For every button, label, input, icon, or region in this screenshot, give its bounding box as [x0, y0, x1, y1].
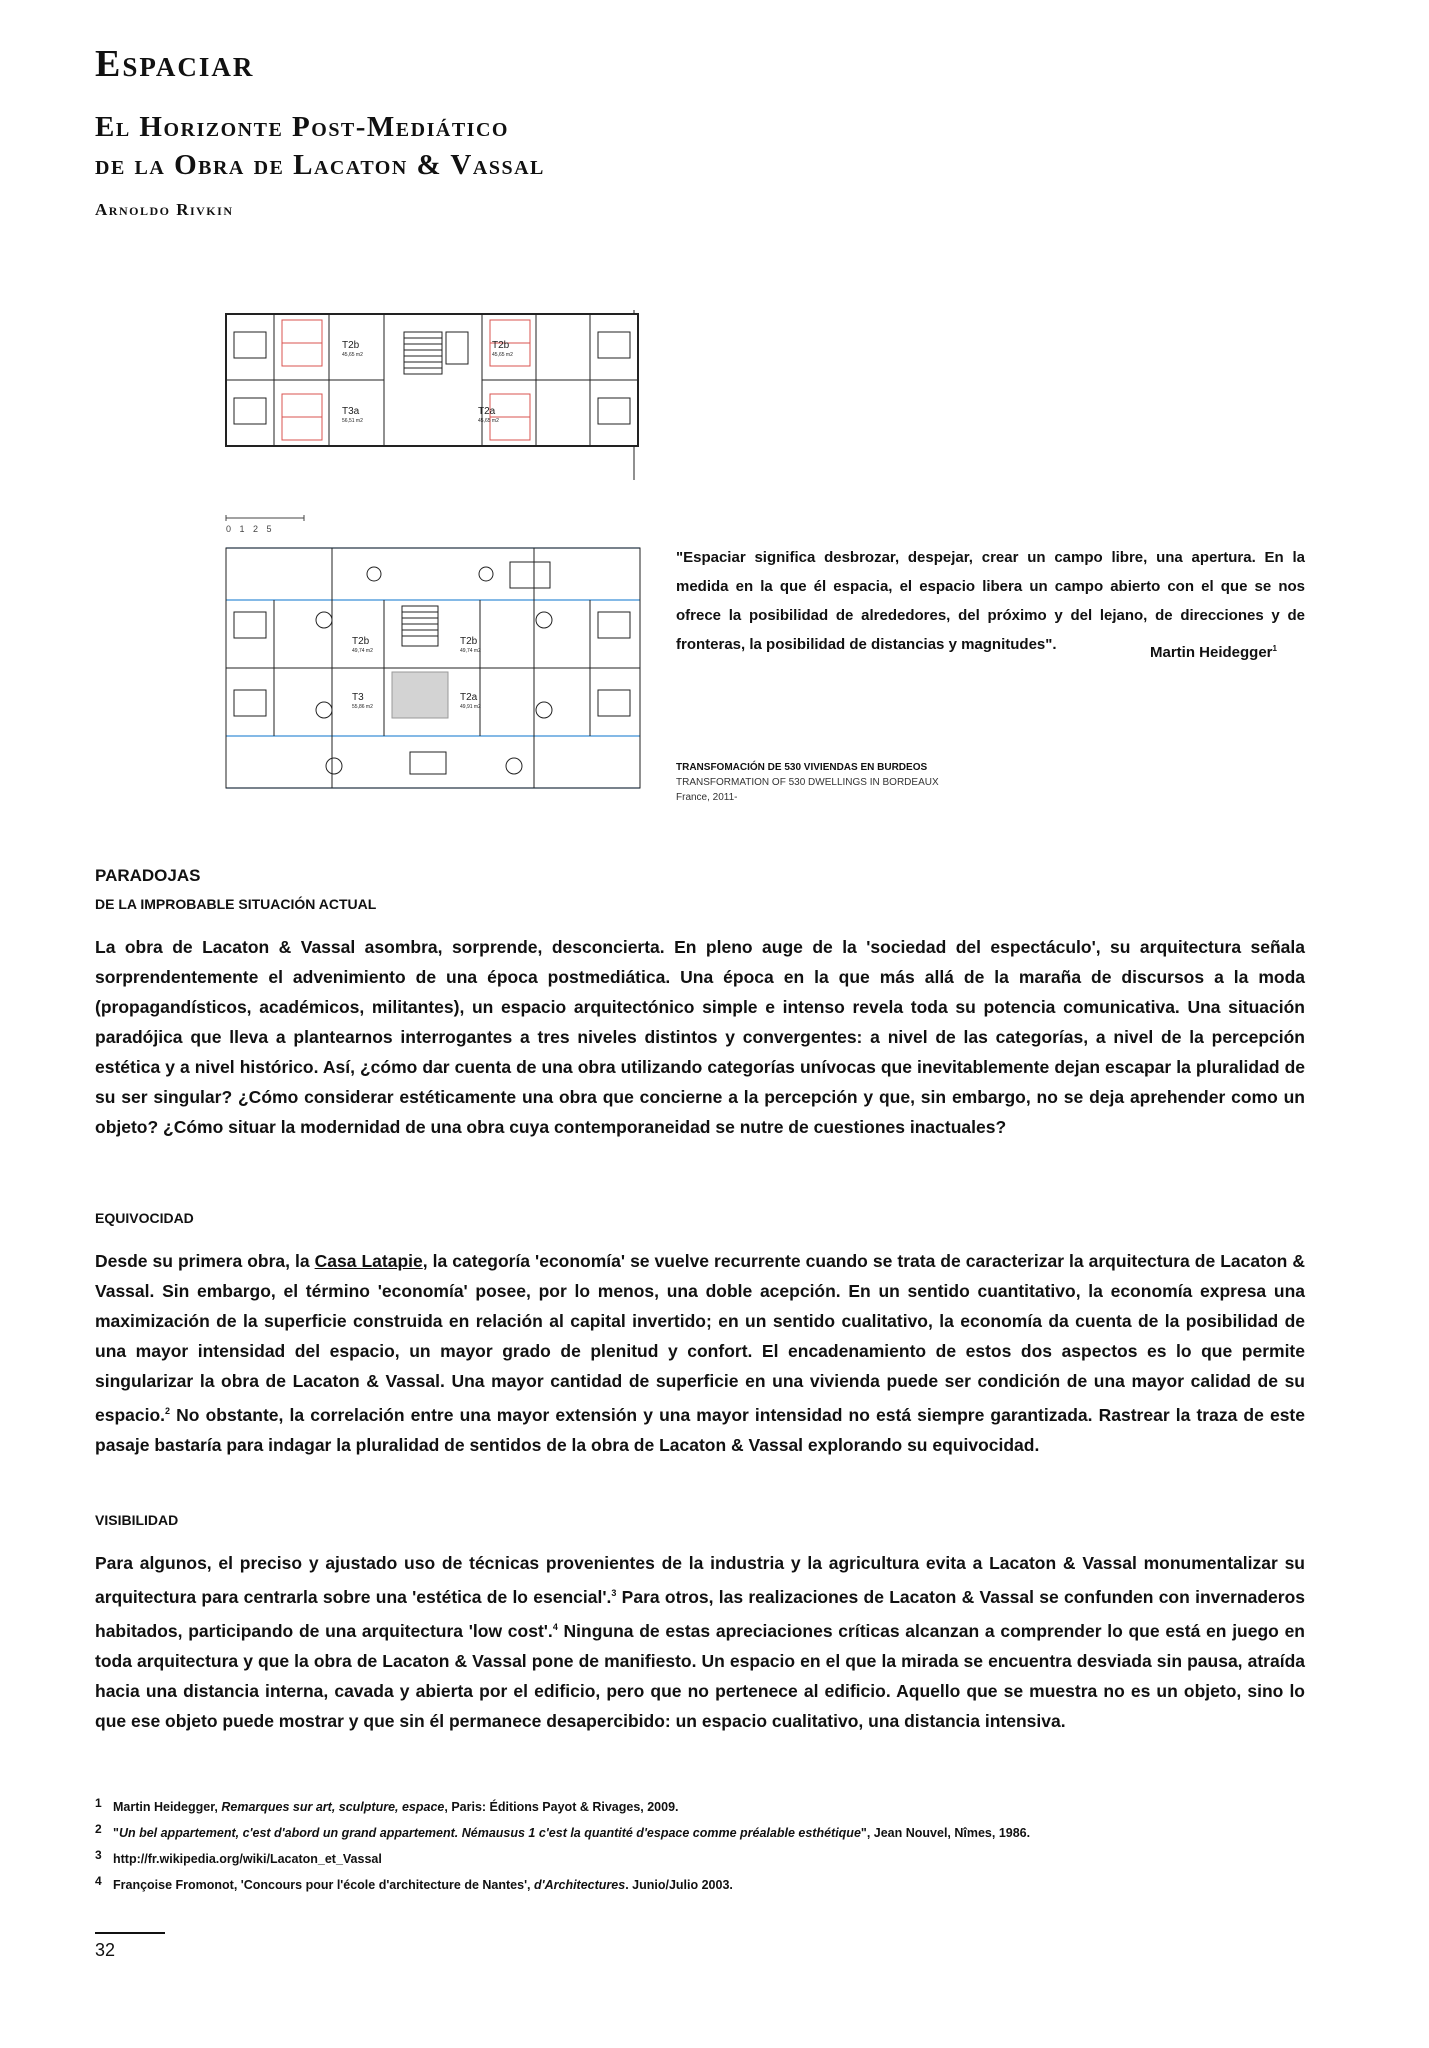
- footnote-text: [113, 1826, 1030, 1840]
- visibilidad-text-b: Para otros, las realizaciones de Lacaton & Vassal se confunden con invernaderos habitados, participando de una arquitectura 'low cost'.: [95, 1586, 1305, 1641]
- plan-top-label-1: T2b: [342, 340, 360, 351]
- equivocidad-text-end: No obstante, la correlación entre una mayor extensión y una mayor intensidad no está siempre garantizada. Rastrear la traza de este pasaje bastaría para indagar la pluralidad de sentidos de la obra de Lacaton & Vassal explorando su equivocidad.: [95, 1404, 1305, 1455]
- scale-bar: [224, 514, 314, 524]
- paragraph-equivocidad: [95, 1246, 1305, 1460]
- footnote-text-pre: Françoise Fromonot, 'Concours pour l'école d'architecture de Nantes',: [113, 1878, 534, 1892]
- footnote-number: 3: [95, 1848, 102, 1862]
- plan-top-label-2: T2b: [492, 340, 510, 351]
- section-heading-paradojas: PARADOJAS: [95, 866, 201, 885]
- plan-top-area-1: 45,65 m2: [342, 352, 363, 358]
- page-title: Espaciar: [95, 43, 255, 85]
- footnote-text-italic: Remarques sur art, sculpture, espace: [221, 1800, 445, 1814]
- plan-top-area-3: 56,51 m2: [342, 418, 363, 424]
- footnote-ref-3: 3: [611, 1588, 617, 1598]
- footnote-text-italic: Un bel appartement, c'est d'abord un grand appartement. Némausus 1 c'est la quantité d'espace comme préalable esthétique: [118, 1826, 861, 1840]
- footnote-text-post: ", Jean Nouvel, Nîmes, 1986.: [860, 1826, 1031, 1840]
- caption-line-2: TRANSFORMATION OF 530 DWELLINGS IN BORDEAUX: [676, 777, 939, 788]
- page-subtitle: [95, 108, 545, 184]
- footnotes: [95, 1796, 1295, 1904]
- plan-top-label-4: T2a: [478, 406, 496, 417]
- floor-plan-after: [224, 540, 644, 805]
- footnote-number: 4: [95, 1874, 102, 1888]
- footnote-text: [113, 1852, 382, 1866]
- visibilidad-text-c: Ninguna de estas apreciaciones críticas alcanzan a comprender lo que está en juego en toda arquitectura y que la obra de Lacaton & Vassal pone de manifiesto. Un espacio en el que la mirada se encuentra desviada sin pausa, atraída hacia una distancia interna, cavada y abierta por el edificio, pero que no pertenece al edificio. Aquello que se muestra no es un objeto, sino lo que ese objeto puede mostrar y que sin él permanece desapercibido: un espacio cualitativo, una distancia intensiva.: [95, 1620, 1305, 1731]
- visibilidad-text-a: Para algunos, el preciso y ajustado uso de técnicas provenientes de la industria y la agricultura evita a Lacaton & Vassal monumentalizar su arquitectura para centrarla sobre una 'estética de lo esencial'.: [95, 1553, 1305, 1607]
- footnote-text: [113, 1800, 679, 1814]
- footnote-3: [95, 1848, 1295, 1878]
- plan-bottom-label-1: T2b: [352, 636, 370, 647]
- figure-caption: [676, 760, 939, 805]
- floor-plan-before: [224, 310, 644, 490]
- footnote-text-post: . Junio/Julio 2003.: [625, 1878, 733, 1892]
- section-subheading-paradojas: DE LA IMPROBABLE SITUACIÓN ACTUAL: [95, 896, 377, 912]
- footnote-number: 1: [95, 1796, 102, 1810]
- subtitle-line-1: El Horizonte Post-Mediático: [95, 111, 509, 143]
- plan-bottom-label-4: T2a: [460, 692, 478, 703]
- paragraph-paradojas: La obra de Lacaton & Vassal asombra, sorprende, desconcierta. En pleno auge de la 'sociedad del espectáculo', su arquitectura señala sorprendentemente el advenimiento de una época postmediática. Una época en la que más allá de la maraña de discursos a la moda (propagandísticos, académicos, militantes), un espacio arquitectónico simple e intenso revela toda su potencia comunicativa. Una situación paradójica que lleva a plantearnos interrogantes a tres niveles distintos y convergentes: a nivel de las categorías, a nivel de la percepción estética y a nivel histórico. Así, ¿cómo dar cuenta de una obra utilizando categorías unívocas que inevitablemente dejan escapar la pluralidad de su ser singular? ¿Cómo considerar estéticamente una obra que concierne a la percepción y que, sin embargo, no se deja aprehender como un objeto? ¿Cómo situar la modernidad de una obra cuya contemporaneidad se nutre de cuestiones inactuales?: [95, 937, 1305, 1137]
- page-number: 32: [95, 1940, 116, 1960]
- paragraph-visibilidad: [95, 1548, 1305, 1736]
- equivocidad-text-start: Desde su primera obra, la: [95, 1251, 315, 1271]
- caption-line-3: France, 2011-: [676, 792, 738, 803]
- footnote-2: [95, 1822, 1295, 1852]
- author-name: Arnoldo Rivkin: [95, 200, 234, 219]
- quote-author-name: Martin Heidegger: [1150, 644, 1273, 661]
- footnote-text-italic: d'Architectures: [534, 1878, 626, 1892]
- plan-top-area-4: 45,65 m2: [478, 418, 499, 424]
- plan-top-area-2: 45,65 m2: [492, 352, 513, 358]
- quote-author-note: 1: [1272, 644, 1277, 653]
- casa-latapie-link[interactable]: Casa Latapie: [314, 1251, 423, 1271]
- footnote-number: 2: [95, 1822, 102, 1836]
- section-heading-visibilidad: VISIBILIDAD: [95, 1512, 179, 1528]
- plan-bottom-area-3: 55,86 m2: [352, 704, 373, 710]
- footnote-text-pre: ": [113, 1826, 119, 1840]
- plan-bottom-area-1: 49,74 m2: [352, 648, 373, 654]
- caption-line-1: TRANSFOMACIÓN DE 530 VIVIENDAS EN BURDEOS: [676, 762, 928, 773]
- footnote-text-post: , Paris: Éditions Payot & Rivages, 2009.: [444, 1800, 679, 1814]
- footnote-link[interactable]: http://fr.wikipedia.org/wiki/Lacaton_et_Vassal: [113, 1852, 382, 1866]
- footnote-ref-4: 4: [552, 1621, 558, 1632]
- equivocidad-text-mid: , la categoría 'economía' se vuelve recurrente cuando se trata de caracterizar la arquitectura de Lacaton & Vassal. Sin embargo, el término 'economía' posee, por lo menos, una doble acepción. En un sentido cuantitativo, la economía expresa una maximización de la superficie construida en relación al capital invertido; en un sentido cualitativo, la economía da cuenta de la posibilidad de una mayor intensidad del espacio, un mayor grado de plenitud y confort. El encadenamiento de estos dos aspectos es lo que permite singularizar la obra de Lacaton & Vassal. Una mayor cantidad de superficie en una vivienda puede ser condición de una mayor calidad de su espacio.: [95, 1251, 1305, 1425]
- quote-author: [1150, 644, 1277, 661]
- heidegger-quote: "Espaciar significa desbrozar, despejar, crear un campo libre, una apertura. En la medida en la que él espacia, el espacio libera un campo abierto con el que se nos ofrece la posibilidad de alrededores, del próximo y del lejano, de direcciones y de fronteras, la posibilidad de distancias y magnitudes".: [676, 549, 1305, 653]
- plan-top-label-3: T3a: [342, 406, 360, 417]
- subtitle-line-2: de la Obra de Lacaton & Vassal: [95, 149, 545, 181]
- footnote-ref-2: 2: [165, 1406, 171, 1416]
- plan-bottom-area-2: 49,74 m2: [460, 648, 481, 654]
- footnote-4: [95, 1874, 1295, 1904]
- plan-bottom-label-3: T3: [352, 692, 364, 703]
- footnote-1: [95, 1796, 1295, 1826]
- plan-bottom-area-4: 49,91 m2: [460, 704, 481, 710]
- scale-bar-label: 0 1 2 5: [226, 524, 272, 534]
- plan-bottom-label-2: T2b: [460, 636, 478, 647]
- section-heading-equivocidad: EQUIVOCIDAD: [95, 1210, 194, 1226]
- page-number-rule: [95, 1932, 165, 1934]
- footnote-text-pre: Martin Heidegger,: [113, 1800, 222, 1814]
- footnote-text: [113, 1878, 733, 1892]
